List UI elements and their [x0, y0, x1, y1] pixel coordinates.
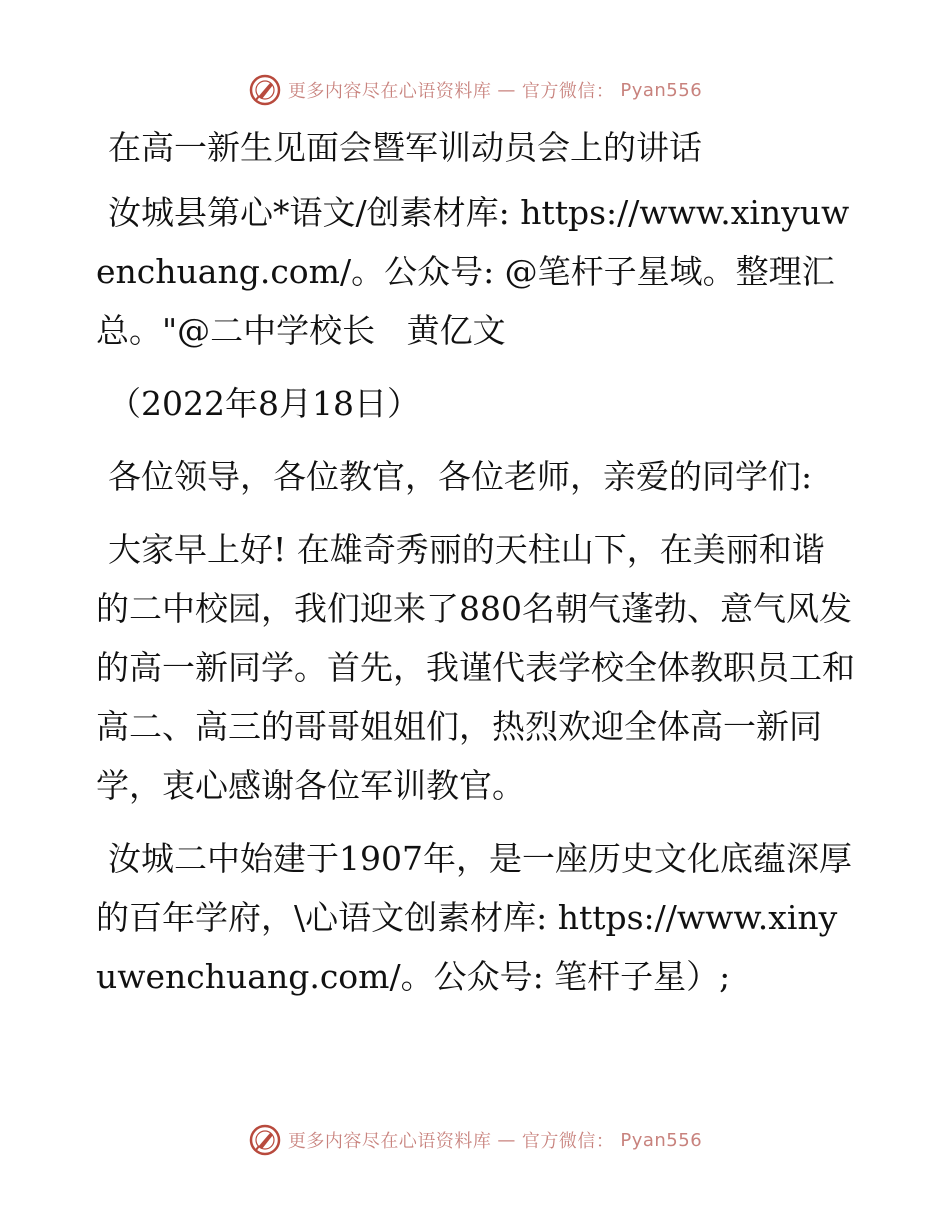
- banner-wechat-label: 官方微信：: [521, 1131, 615, 1152]
- document-salutation: 各位领导，各位教官，各位老师，亲爱的同学们:: [108, 457, 813, 496]
- quill-seal-logo-icon: [248, 1123, 282, 1157]
- banner-main-text: 更多内容尽在心语资料库: [287, 1131, 492, 1152]
- document-byline: 汝城县第心*语文/创素材库: https://www.xinyuwenchuang.com/。公众号: @笔杆子星域。整理汇总。"@二中学校长 黄亿文: [96, 193, 850, 350]
- banner-dash: —: [497, 79, 516, 101]
- banner-wechat-label: 官方微信：: [521, 81, 615, 102]
- banner-wechat-id: Pyan556: [620, 1129, 703, 1151]
- banner-main-text: 更多内容尽在心语资料库: [287, 81, 492, 102]
- footer-banner: [0, 1120, 950, 1160]
- banner-wechat-id: Pyan556: [620, 79, 703, 101]
- document-paragraph-1: 大家早上好! 在雄奇秀丽的天柱山下，在美丽和谐的二中校园，我们迎来了880名朝气蓬勃、意气风发的高一新同学。首先，我谨代表学校全体教职员工和高二、高三的哥哥姐姐们，热烈欢迎全体高一新同学，衷心感谢各位军训教官。: [96, 530, 855, 805]
- banner-dash: —: [497, 1129, 516, 1151]
- document-title: 在高一新生见面会暨军训动员会上的讲话: [108, 128, 702, 167]
- document-body: [96, 118, 856, 1020]
- document-date: （2022年8月18日）: [108, 384, 420, 423]
- document-paragraph-2: 汝城二中始建于1907年，是一座历史文化底蕴深厚的百年学府，\心语文创素材库: https://www.xinyuwenchuang.com/。公众号: 笔杆子星）;: [96, 839, 852, 996]
- quill-seal-logo-icon: [248, 73, 282, 107]
- header-banner: [0, 70, 950, 110]
